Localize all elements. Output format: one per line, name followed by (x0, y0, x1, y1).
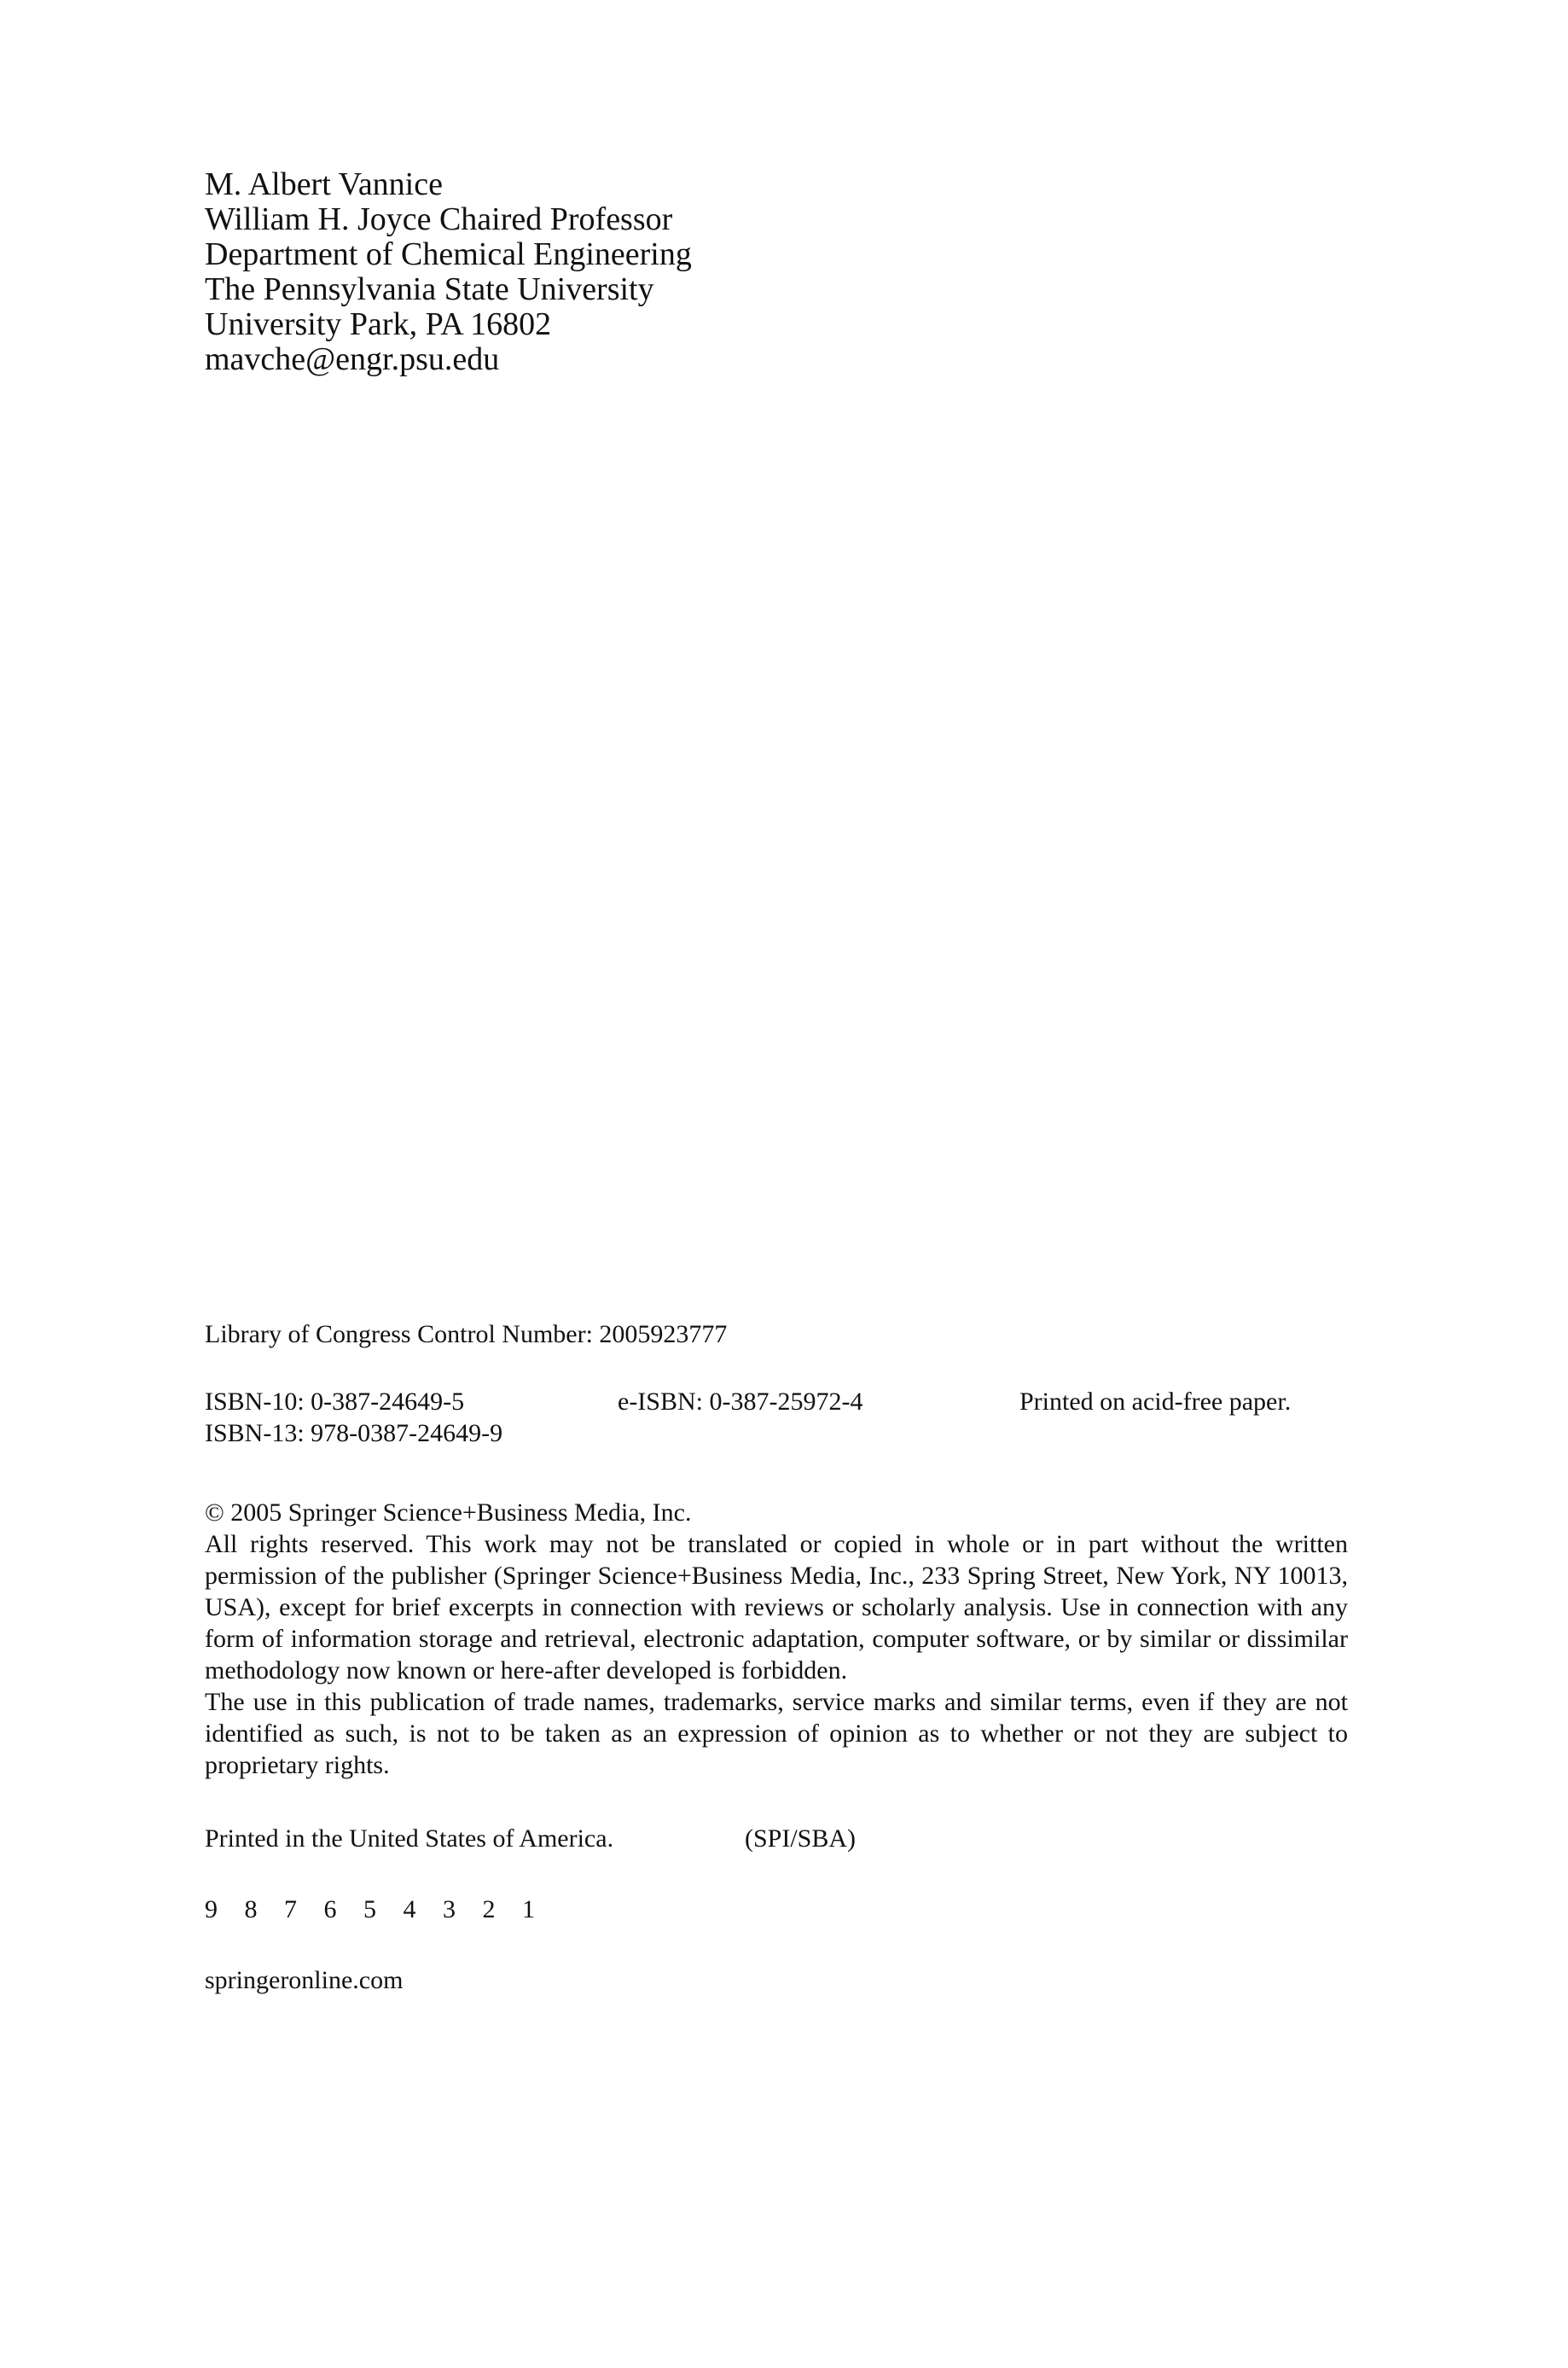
lccn-line: Library of Congress Control Number: 2005923777 (205, 1320, 728, 1348)
copyright-notice: © 2005 Springer Science+Business Media, Inc. (205, 1498, 692, 1527)
printed-in-row (205, 1823, 1348, 1854)
author-department: Department of Chemical Engineering (205, 236, 692, 272)
rights-paragraph: All rights reserved. This work may not be translated or copied in whole or in part without the written permission of the publisher (Springer Science+Business Media, Inc., 233 Spring Street, New York, NY 10013, USA), except for brief excerpts in connection with reviews or scholarly analysis. Use in connection with any form of information storage and retrieval, electronic adaptation, computer software, or by similar or dissimilar methodology now known or here-after developed is forbidden. (205, 1530, 1348, 1684)
isbn10-line: ISBN-10: 0-387-24649-5 (205, 1388, 465, 1416)
print-line: 9 8 7 6 5 4 3 2 1 (205, 1895, 545, 1923)
publication-info-block (205, 1318, 1348, 1996)
author-block (205, 167, 1143, 377)
publisher-website: springeronline.com (205, 1966, 404, 1994)
author-university: The Pennsylvania State University (205, 271, 654, 307)
author-title: William H. Joyce Chaired Professor (205, 201, 673, 237)
printed-in-line: Printed in the United States of America. (205, 1824, 614, 1853)
author-email: mavche@engr.psu.edu (205, 341, 500, 377)
acid-free-note: Printed on acid-free paper. (1019, 1388, 1292, 1416)
printer-code: (SPI/SBA) (745, 1824, 857, 1853)
trademark-paragraph: The use in this publication of trade names, trademarks, service marks and similar terms, even if they are not identified as such, is not to be taken as an expression of opinion as to whether or not they are subject to proprietary rights. (205, 1688, 1348, 1779)
isbn13-line: ISBN-13: 978-0387-24649-9 (205, 1419, 503, 1447)
author-name: M. Albert Vannice (205, 166, 443, 202)
eisbn-line: e-ISBN: 0-387-25972-4 (618, 1388, 863, 1416)
isbn-row (205, 1386, 1348, 1449)
author-address: University Park, PA 16802 (205, 306, 552, 342)
